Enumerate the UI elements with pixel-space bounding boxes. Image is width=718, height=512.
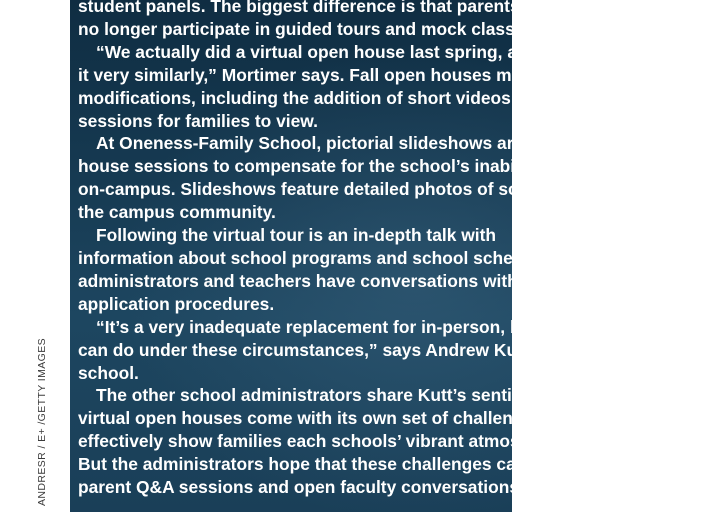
article-line: sessions for families to view. (78, 110, 319, 131)
article-line: modifications, including the addition of short videos and (78, 87, 547, 108)
article-line: information about school programs and school schedules (78, 247, 559, 268)
article-line: school. (78, 362, 139, 383)
article-line: house sessions to compensate for the school’s inability to (78, 156, 562, 177)
article-line: parent Q&A sessions and open faculty conversations. (78, 477, 524, 498)
article-line: effectively show families each schools’ vibrant atmosphere. (78, 431, 572, 452)
article-line: application procedures. (78, 293, 275, 314)
article-line: no longer participate in guided tours and mock classes. (78, 18, 539, 39)
article-line: Following the virtual tour is an in-depth talk with (96, 225, 496, 246)
article-line: it very similarly,” Mortimer says. Fall open houses made (78, 64, 542, 85)
article-line: But the administrators hope that these challenges can (78, 454, 527, 475)
article-line: virtual open houses come with its own set of challenges (78, 408, 543, 429)
article-line: can do under these circumstances,” says Andrew Kutt of (78, 339, 550, 360)
article-line: student panels. The biggest difference is that parents (78, 0, 520, 16)
article-body (78, 0, 718, 499)
credit-strip (0, 0, 70, 512)
article-line: “It’s a very inadequate replacement for in-person, but (96, 316, 537, 337)
article-line: on-campus. Slideshows feature detailed photos of school (78, 179, 555, 200)
article-line: The other school administrators share Kutt’s sentiment (96, 385, 554, 406)
photo-credit: ANDRESR / E+ /GETTY IMAGES (36, 337, 48, 506)
article-line: “We actually did a virtual open house last spring, and (96, 41, 539, 62)
article-panel (70, 0, 572, 512)
article-line: At Oneness-Family School, pictorial slideshows are (96, 133, 524, 154)
article-line: administrators and teachers have conversations with (78, 270, 518, 291)
article-line: the campus community. (78, 202, 276, 223)
